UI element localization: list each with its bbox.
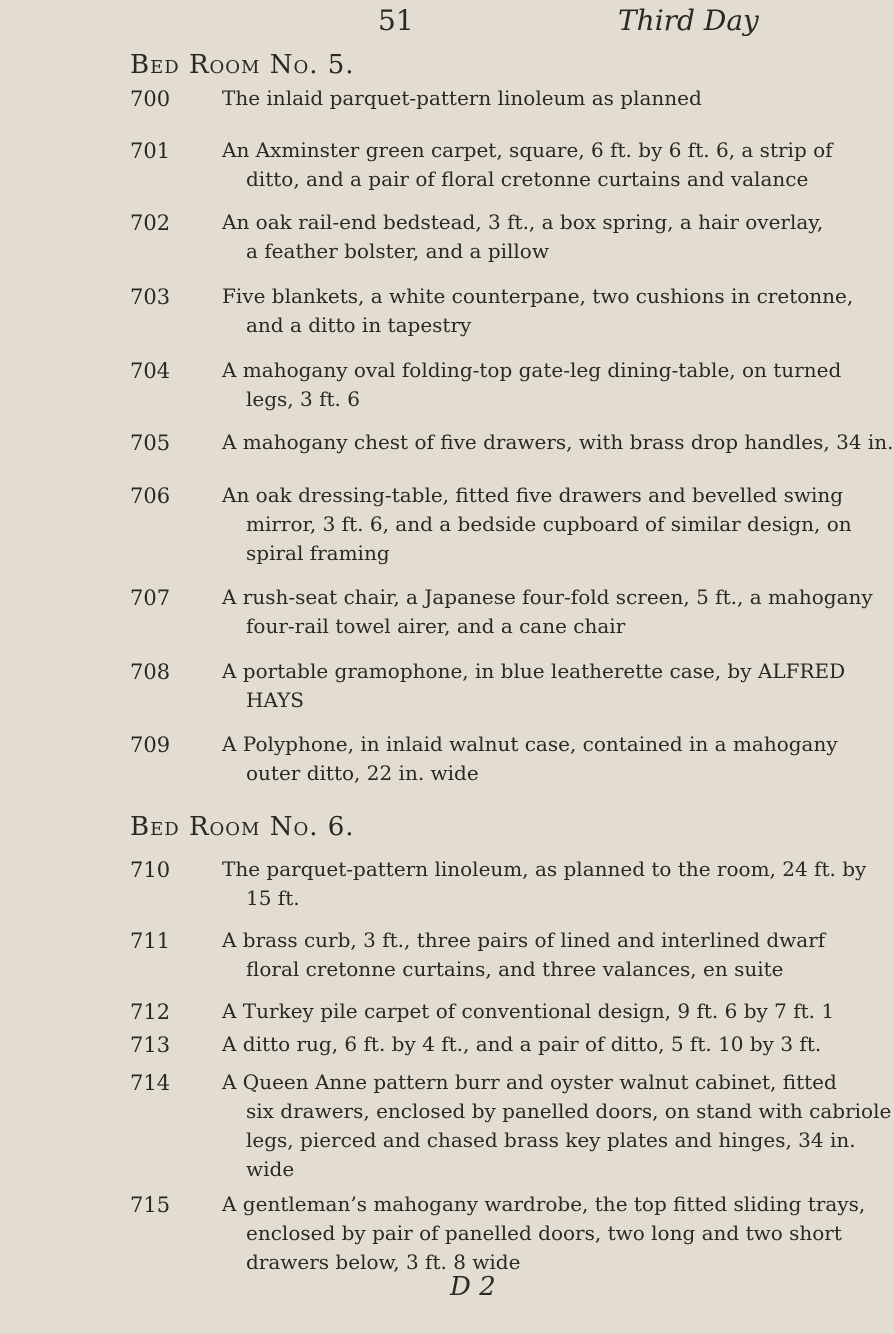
lot-number: 704 xyxy=(130,359,171,383)
lot-number: 713 xyxy=(130,1033,171,1057)
lot-description xyxy=(222,657,846,715)
lot-description xyxy=(222,208,824,266)
lot-line: The parquet-pattern linoleum, as planned to the room, 24 ft. by xyxy=(222,857,867,881)
lot-number: 715 xyxy=(130,1193,171,1217)
lot-number: 702 xyxy=(130,211,171,235)
lot-line: floral cretonne curtains, and three valances, en suite xyxy=(246,957,784,981)
lot-number: 707 xyxy=(130,586,171,610)
lot-number: 710 xyxy=(130,858,171,882)
lot-line: legs, pierced and chased brass key plates and hinges, 34 in. xyxy=(246,1128,856,1152)
lot-line: enclosed by pair of panelled doors, two long and two short xyxy=(246,1221,842,1245)
page-number: 51 xyxy=(378,4,414,37)
lot-line: A Turkey pile carpet of conventional design, 9 ft. 6 by 7 ft. 1 xyxy=(222,999,835,1023)
lot-line: HAYS xyxy=(246,688,304,712)
lot-line: A brass curb, 3 ft., three pairs of lined and interlined dwarf xyxy=(222,928,826,952)
section-title: Bed Room No. 5. xyxy=(130,50,355,80)
lot-description xyxy=(222,1068,892,1184)
lot-number: 703 xyxy=(130,285,171,309)
lot-description xyxy=(222,428,894,457)
lot-line: A rush-seat chair, a Japanese four-fold screen, 5 ft., a mahogany xyxy=(222,585,873,609)
lot-line: A mahogany chest of five drawers, with brass drop handles, 34 in. xyxy=(222,430,894,454)
lot-line: outer ditto, 22 in. wide xyxy=(246,761,479,785)
lot-line: and a ditto in tapestry xyxy=(246,313,472,337)
lot-number: 700 xyxy=(130,87,171,111)
lot-line: 15 ft. xyxy=(246,886,300,910)
lot-line: four-rail towel airer, and a cane chair xyxy=(246,614,626,638)
lot-line: A Polyphone, in inlaid walnut case, contained in a mahogany xyxy=(222,732,838,756)
lot-line: legs, 3 ft. 6 xyxy=(246,387,360,411)
lot-number: 706 xyxy=(130,484,171,508)
lot-description xyxy=(222,356,842,414)
lot-number: 714 xyxy=(130,1071,171,1095)
section-title: Bed Room No. 6. xyxy=(130,812,355,842)
lot-description xyxy=(222,481,852,568)
lot-number: 712 xyxy=(130,1000,171,1024)
lot-description xyxy=(222,730,838,788)
lot-line: A gentleman’s mahogany wardrobe, the top fitted sliding trays, xyxy=(222,1192,866,1216)
lot-description xyxy=(222,136,833,194)
lot-line: An oak rail-end bedstead, 3 ft., a box spring, a hair overlay, xyxy=(222,210,824,234)
lot-description xyxy=(222,1190,866,1277)
lot-description xyxy=(222,926,826,984)
lot-number: 709 xyxy=(130,733,171,757)
lot-line: The inlaid parquet-pattern linoleum as planned xyxy=(222,86,702,110)
lot-description xyxy=(222,855,867,913)
lot-number: 701 xyxy=(130,139,171,163)
lot-description xyxy=(222,997,835,1026)
day-heading: Third Day xyxy=(618,4,759,37)
lot-line: A Queen Anne pattern burr and oyster walnut cabinet, fitted xyxy=(222,1070,837,1094)
lot-description xyxy=(222,282,854,340)
lot-line: An oak dressing-table, fitted five drawers and bevelled swing xyxy=(222,483,844,507)
lot-line: a feather bolster, and a pillow xyxy=(246,239,549,263)
lot-line: A ditto rug, 6 ft. by 4 ft., and a pair of ditto, 5 ft. 10 by 3 ft. xyxy=(222,1032,822,1056)
lot-description xyxy=(222,583,873,641)
lot-line: Five blankets, a white counterpane, two cushions in cretonne, xyxy=(222,284,854,308)
lot-number: 708 xyxy=(130,660,171,684)
lot-line: A mahogany oval folding-top gate-leg dining-table, on turned xyxy=(222,358,842,382)
lot-description xyxy=(222,84,782,113)
lot-line: ditto, and a pair of floral cretonne curtains and valance xyxy=(246,167,809,191)
lot-line: six drawers, enclosed by panelled doors, on stand with cabriole xyxy=(246,1099,892,1123)
lot-line: wide xyxy=(246,1157,295,1181)
lot-line: spiral framing xyxy=(246,541,390,565)
lot-line: mirror, 3 ft. 6, and a bedside cupboard of similar design, on xyxy=(246,512,852,536)
lot-description xyxy=(222,1030,822,1059)
signature-mark: D 2 xyxy=(450,1272,496,1302)
lot-line: An Axminster green carpet, square, 6 ft. by 6 ft. 6, a strip of xyxy=(222,138,833,162)
lot-number: 711 xyxy=(130,929,171,953)
lot-number: 705 xyxy=(130,431,171,455)
lot-line: A portable gramophone, in blue leatherette case, by ALFRED xyxy=(222,659,846,683)
lot-line: drawers below, 3 ft. 8 wide xyxy=(246,1250,521,1274)
